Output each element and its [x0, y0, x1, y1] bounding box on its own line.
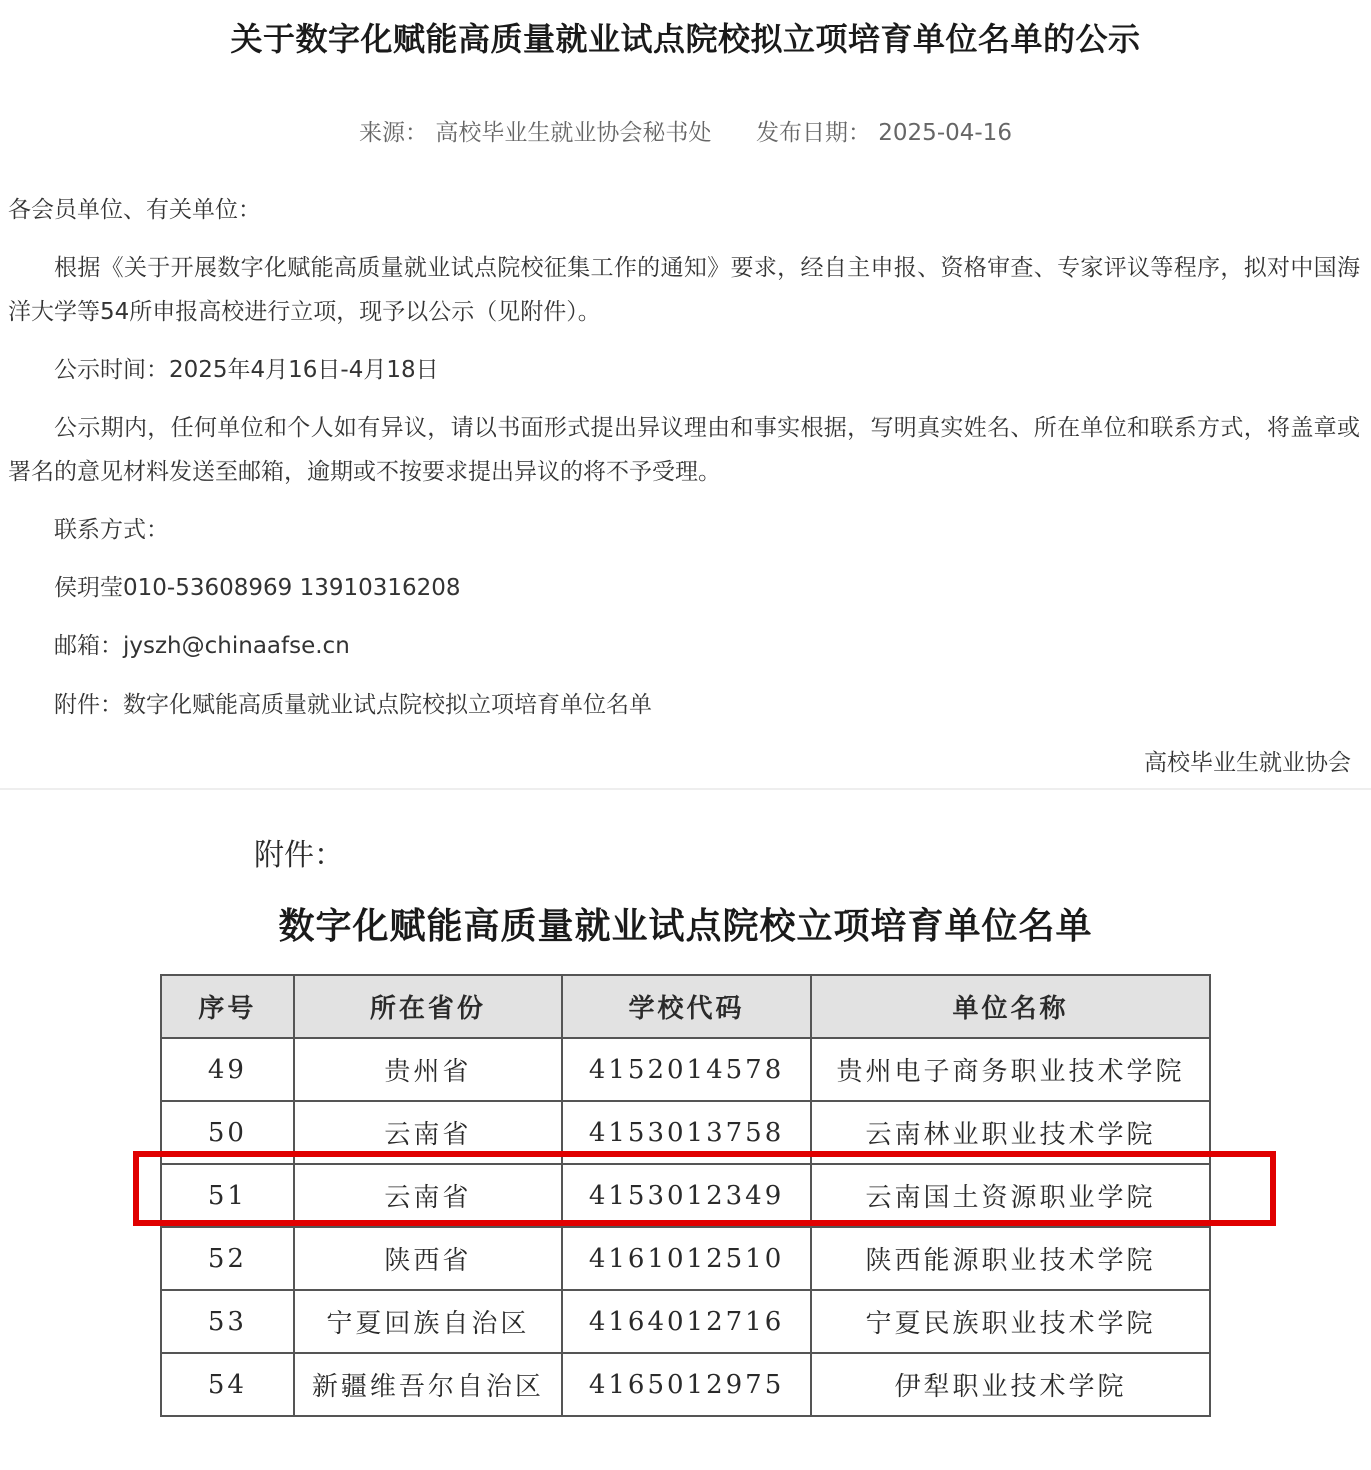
date-label: 发布日期： — [755, 120, 871, 146]
cell-school-code: 4153012349 — [562, 1164, 811, 1227]
cell-unit-name: 宁夏民族职业技术学院 — [811, 1290, 1210, 1353]
header-province: 所在省份 — [294, 975, 562, 1038]
cell-province: 贵州省 — [294, 1038, 562, 1101]
table-row — [161, 1290, 1210, 1353]
cell-school-code: 4164012716 — [562, 1290, 811, 1353]
table-row — [161, 1353, 1210, 1416]
cell-school-code: 4153013758 — [562, 1101, 811, 1164]
paragraph-period: 公示时间：2025年4月16日-4月18日 — [54, 357, 439, 383]
cell-province: 云南省 — [294, 1164, 562, 1227]
header-unit-name: 单位名称 — [811, 975, 1210, 1038]
attachment-label: 附件： — [254, 838, 344, 873]
highlight-box — [133, 1151, 1276, 1226]
cell-province: 云南省 — [294, 1101, 562, 1164]
contact-label: 联系方式： — [54, 517, 169, 543]
source-value: 高校毕业生就业协会秘书处 — [435, 120, 712, 146]
date-value: 2025-04-16 — [878, 120, 1012, 146]
cell-school-code: 4152014578 — [562, 1038, 811, 1101]
cell-province: 陕西省 — [294, 1227, 562, 1290]
source-label: 来源： — [359, 120, 429, 146]
table-row — [161, 1227, 1210, 1290]
cell-index: 49 — [161, 1038, 294, 1101]
cell-unit-name: 伊犁职业技术学院 — [811, 1353, 1210, 1416]
contact-phone: 侯玥莹010-53608969 13910316208 — [54, 575, 461, 601]
contact-email: 邮箱：jyszh@chinaafse.cn — [54, 633, 350, 659]
cell-unit-name: 陕西能源职业技术学院 — [811, 1227, 1210, 1290]
cell-index: 50 — [161, 1101, 294, 1164]
cell-unit-name: 云南国土资源职业学院 — [811, 1164, 1210, 1227]
cell-school-code: 4165012975 — [562, 1353, 811, 1416]
paragraph-intro: 根据《关于开展数字化赋能高质量就业试点院校征集工作的通知》要求，经自主申报、资格审查、专家评议等程序，拟对中国海洋大学等54所申报高校进行立项，现予以公示（见附件）。 — [8, 255, 1360, 325]
salutation: 各会员单位、有关单位： — [8, 197, 261, 223]
cell-index: 51 — [161, 1164, 294, 1227]
cell-index: 53 — [161, 1290, 294, 1353]
cell-unit-name: 贵州电子商务职业技术学院 — [811, 1038, 1210, 1101]
cell-index: 54 — [161, 1353, 294, 1416]
attachment-section — [0, 790, 1371, 1470]
attachment-line: 附件：数字化赋能高质量就业试点院校拟立项培育单位名单 — [54, 692, 652, 718]
cell-school-code: 4161012510 — [562, 1227, 811, 1290]
notice-title: 关于数字化赋能高质量就业试点院校拟立项培育单位名单的公示 — [230, 20, 1141, 58]
cell-province: 新疆维吾尔自治区 — [294, 1353, 562, 1416]
cell-province: 宁夏回族自治区 — [294, 1290, 562, 1353]
cell-unit-name: 云南林业职业技术学院 — [811, 1101, 1210, 1164]
signature: 高校毕业生就业协会 — [1144, 750, 1351, 776]
attachment-title: 数字化赋能高质量就业试点院校立项培育单位名单 — [278, 905, 1093, 947]
paragraph-objection: 公示期内，任何单位和个人如有异议，请以书面形式提出异议理由和事实根据，写明真实姓名、所在单位和联系方式，将盖章或署名的意见材料发送至邮箱，逾期或不按要求提出异议的将不予受理。 — [8, 415, 1360, 485]
cell-index: 52 — [161, 1227, 294, 1290]
notice-meta — [0, 114, 1371, 147]
table-header-row — [161, 975, 1210, 1038]
table-row — [161, 1038, 1210, 1101]
header-index: 序号 — [161, 975, 294, 1038]
header-school-code: 学校代码 — [562, 975, 811, 1038]
